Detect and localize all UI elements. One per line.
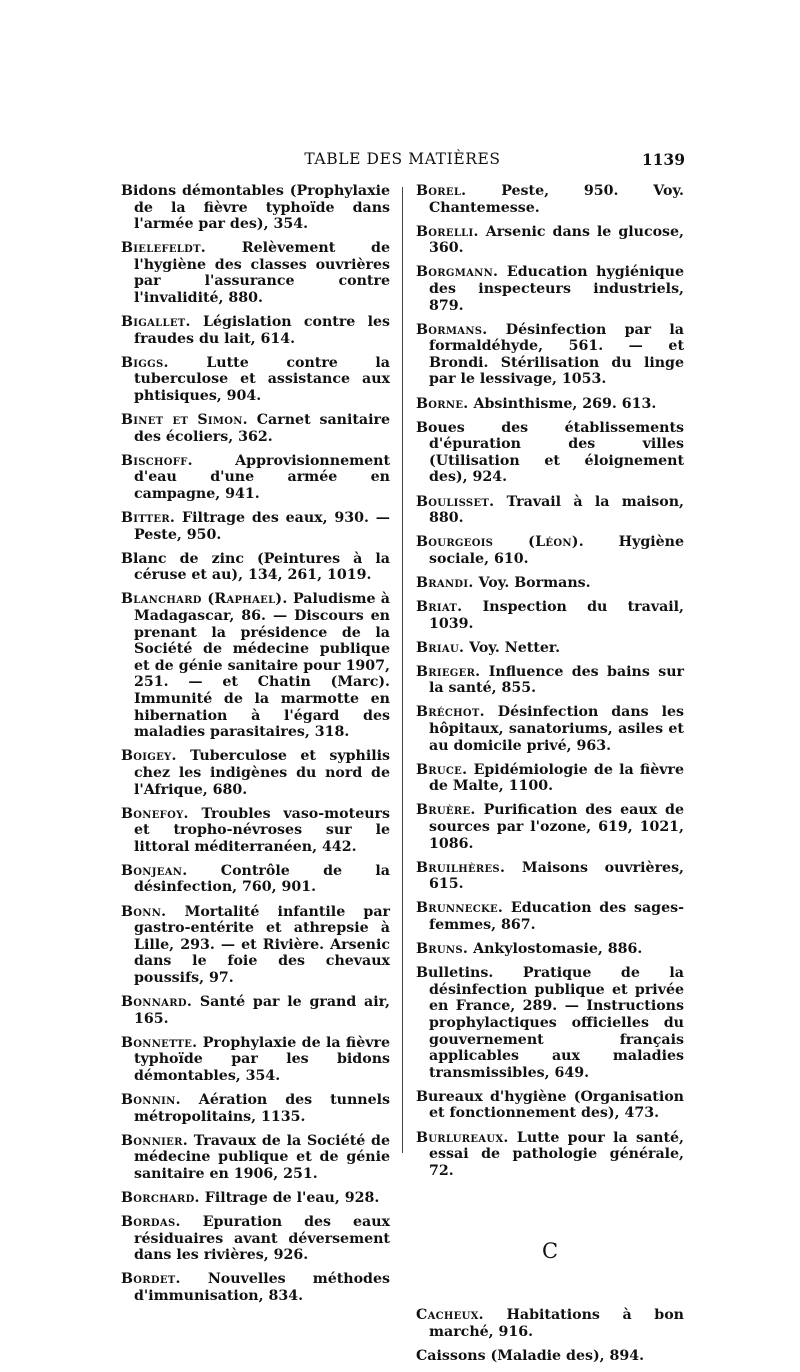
index-entry xyxy=(121,1092,390,1125)
index-entry xyxy=(416,1089,684,1122)
entry-author: Bordet. xyxy=(121,1271,181,1288)
index-entry xyxy=(121,453,390,503)
entry-text: Relèvement de l'hygiène des classes ouvrières par l'assurance contre l'invalidité, 880. xyxy=(134,240,390,307)
entry-text: Bulletins. Pratique de la désinfection publique et privée en France, 289. — Instructions prophylactiques officielles du gouvernement français applicables aux maladies transmissibles, 649. xyxy=(416,965,684,1081)
entry-text: Filtrage de l'eau, 928. xyxy=(199,1189,380,1206)
index-entry xyxy=(121,551,390,584)
entry-text: Bureaux d'hygiène (Organisation et fonctionnement des), 473. xyxy=(416,1088,684,1122)
index-entry xyxy=(416,420,684,486)
entry-author: Borelli. xyxy=(416,223,479,240)
index-entry xyxy=(416,802,684,852)
entry-text: Purification des eaux de sources par l'ozone, 619, 1021, 1086. xyxy=(429,802,684,852)
index-entry xyxy=(121,1133,390,1183)
entry-author: Bordas. xyxy=(121,1214,181,1231)
entry-text: Habitations à bon marché, 916. xyxy=(429,1307,684,1340)
entry-text: Contrôle de la désinfection, 760, 901. xyxy=(134,862,390,896)
index-entry xyxy=(121,1190,390,1207)
entry-text: Carnet sanitaire des écoliers, 362. xyxy=(134,412,390,445)
index-entry xyxy=(416,494,684,527)
entry-text: Désinfection dans les hôpitaux, sanatoriums, asiles et au domicile privé, 963. xyxy=(429,704,684,754)
entry-text: Epuration des eaux résiduaires avant déversement dans les rivières, 926. xyxy=(134,1214,390,1264)
index-entry xyxy=(416,1130,684,1180)
entry-text: Blanc de zinc (Peintures à la céruse et au), 134, 261, 1019. xyxy=(121,550,390,584)
entry-text: Mortalité infantile par gastro-entérite et athrepsie à Lille, 293. — et Rivière. Arsenic dans le foie des chevaux poussifs, 97. xyxy=(134,903,390,986)
index-entry xyxy=(416,322,684,388)
entry-author: Bréchot. xyxy=(416,704,485,721)
entry-author: Bonn. xyxy=(121,903,167,920)
page-title: TABLE DES MATIÈRES xyxy=(304,150,501,168)
entry-author: Burlureaux. xyxy=(416,1129,509,1146)
entry-text: Epidémiologie de la fièvre de Malte, 1100. xyxy=(429,761,684,795)
entry-author: Borne. xyxy=(416,395,469,412)
index-entry xyxy=(121,994,390,1027)
index-entry xyxy=(416,599,684,632)
entry-text: Arsenic dans le glucose, 360. xyxy=(429,223,684,257)
entry-author: Bigallet. xyxy=(121,314,191,331)
entry-author: Borel. xyxy=(416,183,467,199)
entry-author: Borgmann. xyxy=(416,264,499,281)
index-entry xyxy=(121,748,390,798)
index-entry xyxy=(121,1035,390,1085)
index-entry xyxy=(121,240,390,306)
index-entry xyxy=(121,1271,390,1304)
index-entry xyxy=(416,900,684,933)
index-entry xyxy=(416,224,684,257)
entry-author: Bischoff. xyxy=(121,452,193,469)
entry-author: Brandi. xyxy=(416,574,474,591)
entry-author: Biggs. xyxy=(121,354,169,371)
entry-author: Bonjean. xyxy=(121,862,188,879)
entry-text: Bidons démontables (Prophylaxie de la fièvre typhoïde dans l'armée par des), 354. xyxy=(121,183,390,233)
entry-author: Bruère. xyxy=(416,802,476,819)
entry-author: Boulisset. xyxy=(416,493,495,510)
entry-text: Aération des tunnels métropolitains, 1135. xyxy=(134,1092,390,1125)
page-number: 1139 xyxy=(641,150,685,169)
entry-text: Peste, 950. Voy. Chantemesse. xyxy=(429,183,684,216)
entry-author: Bruce. xyxy=(416,761,468,778)
entry-text: Lutte contre la tuberculose et assistance aux phtisiques, 904. xyxy=(134,354,390,405)
index-entry xyxy=(416,704,684,754)
entry-text: Influence des bains sur la santé, 855. xyxy=(429,663,684,697)
index-entry xyxy=(121,510,390,543)
right-column xyxy=(416,183,684,1372)
entry-text: Santé par le grand air, 165. xyxy=(134,994,390,1027)
index-entry xyxy=(121,806,390,856)
entry-author: Binet et Simon. xyxy=(121,412,248,429)
entry-author: Brieger. xyxy=(416,663,481,680)
entry-text: Absinthisme, 269. 613. xyxy=(468,395,657,412)
entry-text: Travail à la maison, 880. xyxy=(429,493,684,527)
entry-text: Prophylaxie de la fièvre typhoïde par les bidons démontables, 354. xyxy=(134,1034,390,1084)
entry-text: Tuberculose et syphilis chez les indigènes du nord de l'Afrique, 680. xyxy=(134,748,390,798)
entry-author: Bonnin. xyxy=(121,1092,181,1108)
index-entry xyxy=(121,183,390,233)
entry-author: Bielefeldt. xyxy=(121,240,207,257)
index-entry xyxy=(416,1307,684,1340)
index-entry xyxy=(121,863,390,896)
index-entry xyxy=(416,664,684,697)
index-entry xyxy=(121,314,390,347)
entry-author: Bonnier. xyxy=(121,1132,188,1149)
entry-text: Inspection du travail, 1039. xyxy=(429,598,684,632)
entry-author: Bitter. xyxy=(121,510,176,527)
index-entry xyxy=(121,412,390,445)
entry-author: Bonnard. xyxy=(121,994,193,1011)
index-entry xyxy=(416,396,684,413)
entry-author: Brunnecke. xyxy=(416,900,504,917)
column-divider xyxy=(402,187,403,1153)
entry-text: Voy. Netter. xyxy=(464,639,561,656)
entry-text: Paludisme à Madagascar, 86. — Discours en prenant la présidence de la Société de médecine publique et de génie sanitaire pour 1907, 251. — et Chatin (Marc). Immunité de la marmotte en hibernation à l'égard des maladies parasitaires, 318. xyxy=(134,591,390,741)
entry-text: Hygiène sociale, 610. xyxy=(429,534,684,567)
index-entry xyxy=(416,941,684,958)
entry-text: Troubles vaso-moteurs et tropho-névroses sur le littoral méditerranéen, 442. xyxy=(134,805,390,855)
section-letter-heading: C xyxy=(541,1239,559,1264)
entry-text: Maisons ouvrières, 615. xyxy=(429,859,684,893)
entry-text: Filtrage des eaux, 930. — Peste, 950. xyxy=(134,510,390,543)
entry-text: Lutte pour la santé, essai de pathologie générale, 72. xyxy=(429,1129,684,1179)
index-entry xyxy=(416,762,684,795)
index-entry xyxy=(416,965,684,1081)
entry-author: Blanchard (Raphael). xyxy=(121,591,288,608)
index-entry xyxy=(121,904,390,987)
page-header xyxy=(120,150,685,174)
entry-text: Désinfection par la formaldéhyde, 561. — et Brondi. Stérilisation du linge par le lessivage, 1053. xyxy=(429,321,684,388)
entry-text: Education hygiénique des inspecteurs industriels, 879. xyxy=(429,264,684,314)
entry-text: Législation contre les fraudes du lait, 614. xyxy=(134,314,390,347)
index-entry xyxy=(416,640,684,657)
entry-text: Boues des établissements d'épuration des villes (Utilisation et éloignement des), 924. xyxy=(416,419,684,486)
entry-author: Cacheux. xyxy=(416,1307,484,1324)
left-column xyxy=(121,183,390,1312)
index-entry xyxy=(121,355,390,405)
entry-text: Caissons (Maladie des), 894. xyxy=(416,1347,645,1364)
entry-text: Voy. Bormans. xyxy=(473,574,591,591)
index-entry xyxy=(416,1348,684,1365)
entry-author: Bonnette. xyxy=(121,1034,198,1051)
index-entry xyxy=(416,183,684,216)
entry-text: Approvisionnement d'eau d'une armée en campagne, 941. xyxy=(134,452,390,502)
entry-author: Borchard. xyxy=(121,1189,200,1206)
entry-author: Briau. xyxy=(416,639,465,656)
index-entry xyxy=(121,591,390,740)
index-entry xyxy=(121,1214,390,1264)
entry-author: Bruns. xyxy=(416,941,469,958)
index-entry xyxy=(416,264,684,314)
entry-author: Bourgeois (Léon). xyxy=(416,534,585,551)
entry-text: Ankylostomasie, 886. xyxy=(468,941,643,958)
entry-author: Bormans. xyxy=(416,321,488,338)
entry-author: Bruilhères. xyxy=(416,859,506,876)
entry-author: Bonefoy. xyxy=(121,805,189,822)
entry-text: Education des sages-femmes, 867. xyxy=(429,900,684,933)
index-entry xyxy=(416,860,684,893)
index-entry xyxy=(416,534,684,567)
entry-text: Nouvelles méthodes d'immunisation, 834. xyxy=(134,1271,390,1304)
entry-author: Boigey. xyxy=(121,748,177,765)
index-entry xyxy=(416,575,684,592)
entry-text: Travaux de la Société de médecine publique et de génie sanitaire en 1906, 251. xyxy=(134,1132,390,1182)
entry-author: Briat. xyxy=(416,598,463,615)
